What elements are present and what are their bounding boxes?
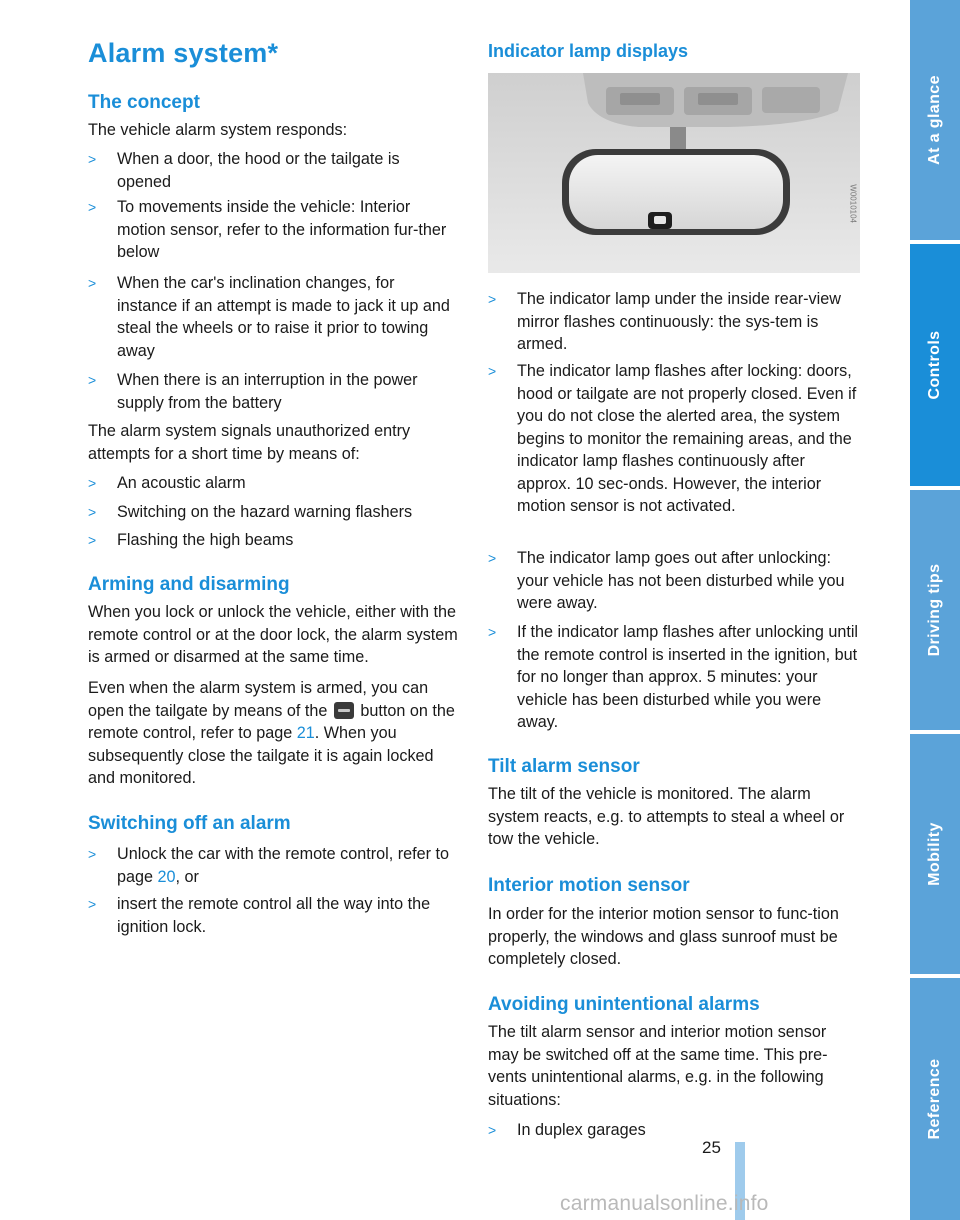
list-item: > The indicator lamp under the inside rear-view mirror flashes continuously: the sys-tem is armed.: [488, 290, 841, 353]
page-number: 25: [702, 1138, 721, 1157]
bullet-marker: >: [88, 199, 97, 215]
avoiding-text: The tilt alarm sensor and interior motion sensor may be switched off at the same time. This pre-vents unintentional alarms, e.g. in the following situations:: [488, 1023, 828, 1109]
bullet-marker: >: [88, 532, 97, 548]
page-title: Alarm system*: [88, 38, 279, 68]
tab-mobility[interactable]: Mobility: [910, 734, 960, 974]
page-link-20[interactable]: 20: [157, 867, 176, 886]
heading-indicator: Indicator lamp displays: [488, 41, 689, 61]
tab-driving-tips[interactable]: Driving tips: [910, 490, 960, 730]
bullet-marker: >: [88, 151, 97, 167]
tab-controls[interactable]: Controls: [910, 244, 960, 486]
bullet-marker: >: [88, 275, 97, 291]
list-item: > When there is an interruption in the power supply from the battery: [88, 371, 418, 412]
page-link-21[interactable]: 21: [296, 724, 315, 742]
list-item: > An acoustic alarm: [88, 472, 458, 495]
list-item: > The indicator lamp goes out after unlocking: your vehicle has not been disturbed while you were away.: [488, 549, 845, 612]
watermark: carmanualsonline.info: [560, 1192, 769, 1215]
list-item: > insert the remote control all the way into the ignition lock.: [88, 895, 431, 936]
heading-avoiding: Avoiding unintentional alarms: [488, 994, 760, 1015]
list-item: > Switching on the hazard warning flashers: [88, 501, 458, 524]
heading-arming: Arming and disarming: [88, 574, 290, 595]
tailgate-button-icon: [334, 702, 354, 719]
list-item: > If the indicator lamp flashes after unlocking until the remote control is inserted in the ignition, but for no longer than approx. 5 minutes: your vehicle has been disturbed while you were away.: [488, 623, 859, 731]
sidebar-tabs: [910, 0, 960, 1220]
heading-interior: Interior motion sensor: [488, 875, 690, 896]
bullet-marker: >: [488, 1122, 497, 1138]
concept-intro: The vehicle alarm system responds:: [88, 121, 348, 139]
arming-text: When you lock or unlock the vehicle, either with the remote control or at the door lock, the alarm system is armed or disarmed at the same time.: [88, 603, 458, 666]
bullet-marker: >: [488, 363, 497, 379]
tab-at-a-glance[interactable]: At a glance: [910, 0, 960, 240]
signals-text: The alarm system signals unauthorized entry attempts for a short time by means of:: [88, 422, 411, 463]
list-item: > Unlock the car with the remote control, refer to page 20, or: [88, 845, 449, 886]
rear-view-mirror-illustration: [488, 73, 860, 273]
list-item: > When a door, the hood or the tailgate is opened: [88, 150, 400, 191]
list-item: > In duplex garages: [488, 1119, 860, 1142]
bullet-marker: >: [88, 846, 97, 862]
heading-tilt: Tilt alarm sensor: [488, 756, 640, 777]
heading-concept: The concept: [88, 92, 200, 113]
list-item: > Flashing the high beams: [88, 529, 458, 552]
list-item: > To movements inside the vehicle: Interior motion sensor, refer to the information fur-ther below: [88, 198, 447, 261]
tilt-text: The tilt of the vehicle is monitored. The alarm system reacts, e.g. to attempts to steal a wheel or tow the vehicle.: [488, 785, 845, 848]
interior-text: In order for the interior motion sensor to func-tion properly, the windows and glass sunroof must be completely closed.: [488, 905, 839, 968]
photo-code: W0010104: [849, 184, 858, 223]
arming-tailgate-text: Even when the alarm system is armed, you can open the tailgate by means of the button on the remote control, refer to page 21. When you subsequently close the tailgate it is again locked and monitored.: [88, 679, 455, 787]
bullet-marker: >: [88, 372, 97, 388]
list-item: > When the car's inclination changes, for instance if an attempt is made to jack it up and steal the wheels or to raise it prior to towing away: [88, 274, 450, 360]
heading-switching-off: Switching off an alarm: [88, 813, 291, 834]
bullet-marker: >: [488, 550, 497, 566]
bullet-marker: >: [88, 896, 97, 912]
bullet-marker: >: [88, 475, 97, 491]
mirror-photo: [488, 73, 860, 273]
bullet-marker: >: [488, 291, 497, 307]
list-item: > The indicator lamp flashes after locking: doors, hood or tailgate are not properly closed. Even if you do not close the alerted area, the system begins to monitor the remaining areas, and the indicator lamp flashes continuously after approx. 10 sec-onds. However, the interior motion sensor is not activated.: [488, 362, 857, 515]
bullet-marker: >: [488, 624, 497, 640]
bullet-marker: >: [88, 504, 97, 520]
tab-reference[interactable]: Reference: [910, 978, 960, 1220]
